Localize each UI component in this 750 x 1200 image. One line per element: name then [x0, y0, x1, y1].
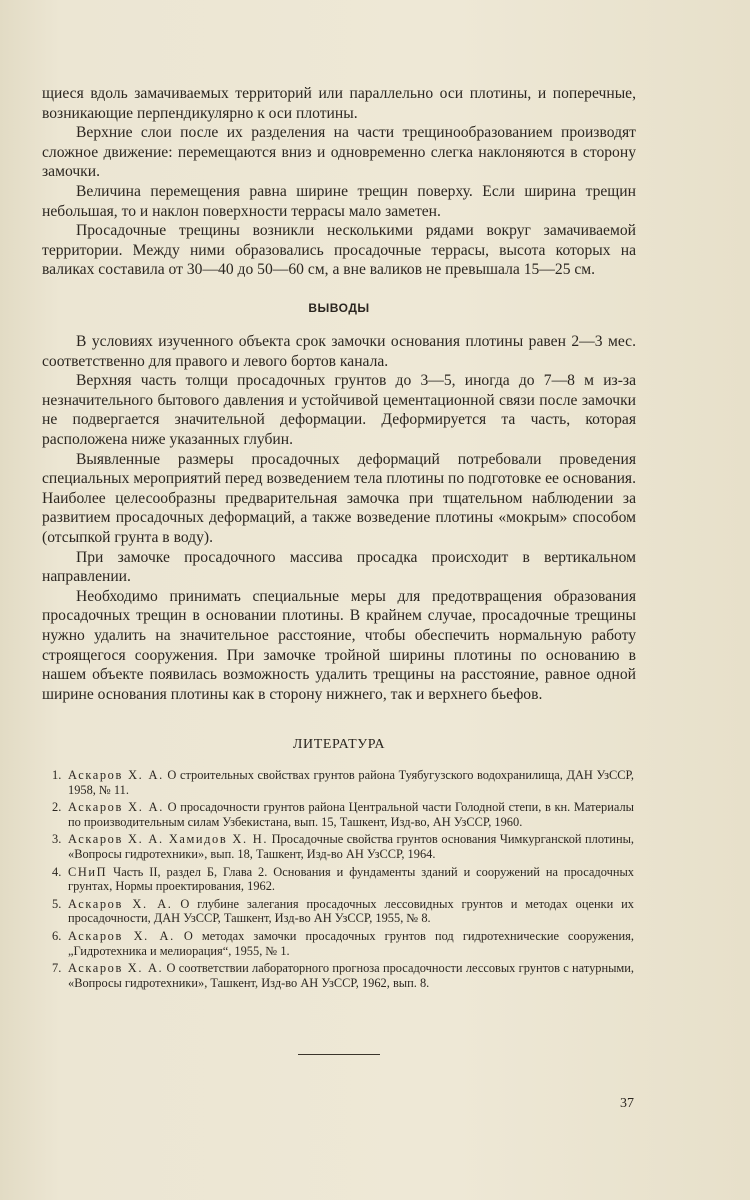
reference-item [52, 897, 634, 926]
paragraph: Просадочные трещины возникли несколькими рядами вокруг замачиваемой территории. Между ними образовались просадочные террасы, высота которых на валиках составила от 30—40 до 50—60 см, а вне валиков не превышала 15—25 см. [42, 222, 636, 279]
section-divider [298, 1054, 380, 1055]
paragraph: При замочке просадочного массива просадка происходит в вертикальном направлении. [42, 548, 636, 586]
reference-number: 5. [52, 896, 62, 911]
conclusions-heading: ВЫВОДЫ [308, 301, 370, 315]
paragraph: Выявленные размеры просадочных деформаций потребовали проведения специальных мероприятий перед возведением тела плотины по подготовке ее основания. Наиболее целесообразны предварительная замочка при тщательном наблюдении за развитием просадочных деформаций, а также возведение плотины «мокрым» способом (отсыпкой грунта в воду). [42, 450, 636, 546]
reference-text: О глубине залегания просадочных лессовидных грунтов и методах оценки их просадочности, ДАН УзССР, Ташкент, Изд-во АН УзССР, 1955, № 8. [68, 896, 634, 926]
reference-author: Аскаров Х. А. [68, 800, 164, 815]
reference-author: Аскаров Х. А. [68, 928, 175, 943]
reference-list [52, 768, 634, 993]
reference-text: О просадочности грунтов района Центральной части Голодной степи, в кн. Материалы по производительным силам Узбекистана, вып. 15, Ташкент, Изд-во, АН УзССР, 1960. [68, 800, 634, 829]
reference-author: СНиП [68, 864, 108, 879]
page-number: 37 [620, 1096, 634, 1111]
intro-text [42, 84, 636, 280]
paragraph: Необходимо принимать специальные меры для предотвращения образования просадочных трещин в основании плотины. В крайнем случае, просадочные трещины нужно удалить на значительное расстояние, чтобы обеспечить нормальную работу строящегося сооружения. При замочке тройной ширины плотины по основанию в нашем объекте появилась возможность удалить трещины на расстояние, равное одной ширине основания плотины как в сторону нижнего, так и верхнего бьефов. [42, 587, 636, 703]
reference-item [52, 865, 634, 894]
literature-heading: ЛИТЕРАТУРА [292, 737, 386, 752]
reference-item [52, 768, 634, 797]
reference-number: 6. [52, 928, 62, 943]
paragraph: Величина перемещения равна ширине трещин поверху. Если ширина трещин небольшая, то и наклон поверхности террасы мало заметен. [42, 182, 636, 220]
reference-number: 4. [52, 864, 62, 879]
reference-number: 3. [52, 832, 62, 847]
reference-text: О соответствии лабораторного прогноза просадочности лессовых грунтов с натурными, «Вопросы гидротехники», Ташкент, Изд-во АН УзССР, 1962, вып. 8. [68, 961, 634, 990]
paragraph: Верхняя часть толщи просадочных грунтов до 3—5, иногда до 7—8 м из-за незначительного бытового давления и устойчивой цементационной связи после замочки не подвергается значительной деформации. Деформируется та часть, которая расположена ниже указанных глубин. [42, 372, 636, 448]
reference-author: Аскаров Х. А. Хамидов Х. Н. [68, 832, 269, 847]
paragraph: щиеся вдоль замачиваемых территорий или параллельно оси плотины, и поперечные, возникающие перпендикулярно к оси плотины. [42, 85, 636, 122]
paragraph: Верхние слои после их разделения на части трещинообразованием производят сложное движение: перемещаются вниз и одновременно слегка наклоняются в сторону замочки. [42, 124, 636, 181]
reference-text: Часть II, раздел Б, Глава 2. Основания и фундаменты зданий и сооружений на просадочных грунтах, Нормы проектирования, 1962. [68, 864, 634, 894]
reference-author: Аскаров Х. А. [68, 768, 164, 782]
reference-number: 7. [52, 961, 62, 976]
reference-text: О методах замочки просадочных грунтов под гидротехнические сооружения, „Гидротехника и мелиорация“, 1955, № 1. [68, 928, 634, 958]
reference-item [52, 929, 634, 958]
conclusions-text [42, 332, 636, 704]
reference-number: 2. [52, 800, 62, 815]
reference-author: Аскаров Х. А. [68, 961, 164, 976]
reference-item [52, 961, 634, 990]
reference-item [52, 832, 634, 861]
reference-text: О строительных свойствах грунтов района Туябугузского водохранилища, ДАН УзССР, 1958, № 11. [68, 768, 634, 797]
reference-author: Аскаров Х. А. [68, 896, 173, 911]
reference-number: 1. [52, 768, 62, 782]
reference-item [52, 800, 634, 829]
reference-text: Просадочные свойства грунтов основания Чимкурганской плотины, «Вопросы гидротехники», вып. 18, Ташкент, Изд-во АН УзССР, 1964. [68, 832, 634, 861]
paragraph: В условиях изученного объекта срок замочки основания плотины равен 2—3 мес. соответственно для правого и левого бортов канала. [42, 333, 636, 370]
